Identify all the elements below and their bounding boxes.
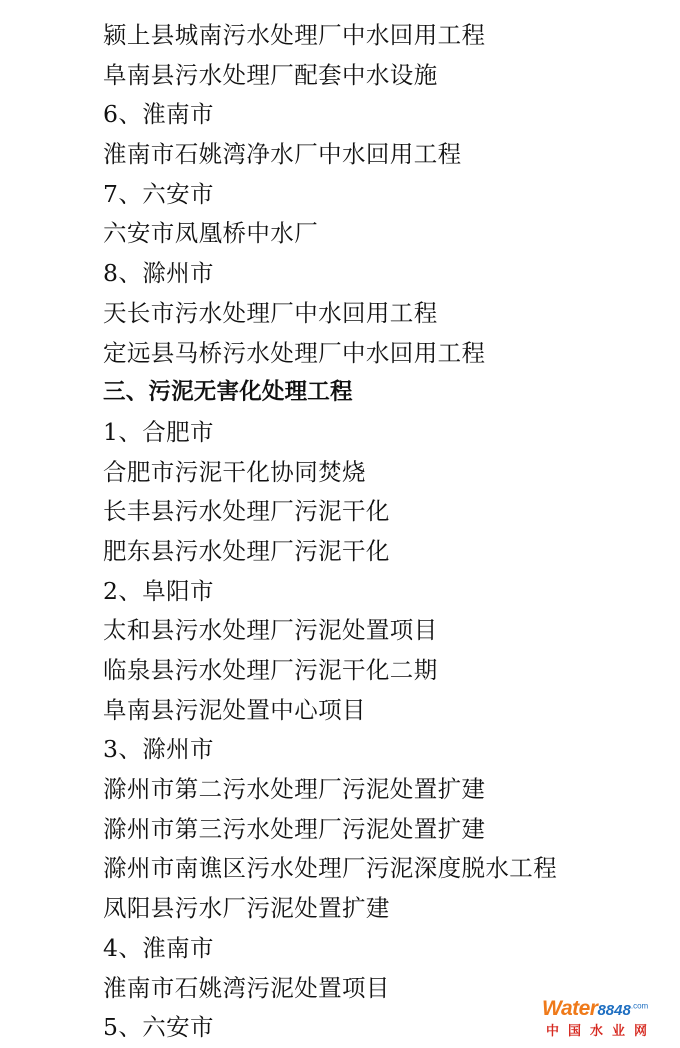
document-line: 阜南县污泥处置中心项目: [103, 695, 366, 724]
document-line: 合肥市污泥干化协同焚烧: [103, 457, 366, 486]
document-line: 肥东县污水处理厂污泥干化: [103, 536, 390, 565]
watermark-logo: [542, 997, 670, 1039]
document-line: 太和县污水处理厂污泥处置项目: [103, 616, 438, 645]
document-line: 定远县马桥污水处理厂中水回用工程: [103, 338, 486, 367]
document-line: 临泉县污水处理厂污泥干化二期: [103, 656, 438, 684]
document-line: 3、滁州市: [103, 735, 214, 764]
document-line: 滁州市第三污水处理厂污泥处置扩建: [103, 814, 486, 843]
watermark-suffix: .com: [630, 1001, 649, 1011]
document-line: 4、淮南市: [103, 933, 214, 962]
document-line: 6、淮南市: [103, 100, 214, 129]
document-line: 2、阜阳市: [103, 576, 214, 605]
document-line: 阜南县污水处理厂配套中水设施: [103, 60, 438, 89]
document-line: 颍上县城南污水处理厂中水回用工程: [103, 21, 486, 49]
watermark-number: 8848: [597, 1002, 631, 1019]
watermark-brand: Water: [542, 997, 598, 1020]
document-line: 淮南市石姚湾污泥处置项目: [103, 973, 390, 1002]
document-line: 滁州市南谯区污水处理厂污泥深度脱水工程: [103, 854, 558, 883]
document-line: 凤阳县污水厂污泥处置扩建: [103, 894, 390, 923]
watermark-wordmark: [542, 997, 648, 1019]
document-line: 8、滁州市: [103, 259, 214, 288]
section-heading: 三、污泥无害化处理工程: [103, 379, 353, 406]
document-line: 长丰县污水处理厂污泥干化: [103, 497, 390, 526]
document-line: 淮南市石姚湾净水厂中水回用工程: [103, 140, 462, 169]
document-line: 7、六安市: [103, 179, 214, 208]
watermark-subtitle: 中国水业网: [546, 1024, 657, 1039]
document-line: 天长市污水处理厂中水回用工程: [103, 298, 438, 327]
document-body: [103, 16, 663, 1048]
document-line: 5、六安市: [103, 1013, 214, 1042]
document-line: 六安市凤凰桥中水厂: [103, 219, 319, 248]
document-line: 滁州市第二污水处理厂污泥处置扩建: [103, 775, 486, 804]
document-line: 1、合肥市: [103, 417, 214, 446]
